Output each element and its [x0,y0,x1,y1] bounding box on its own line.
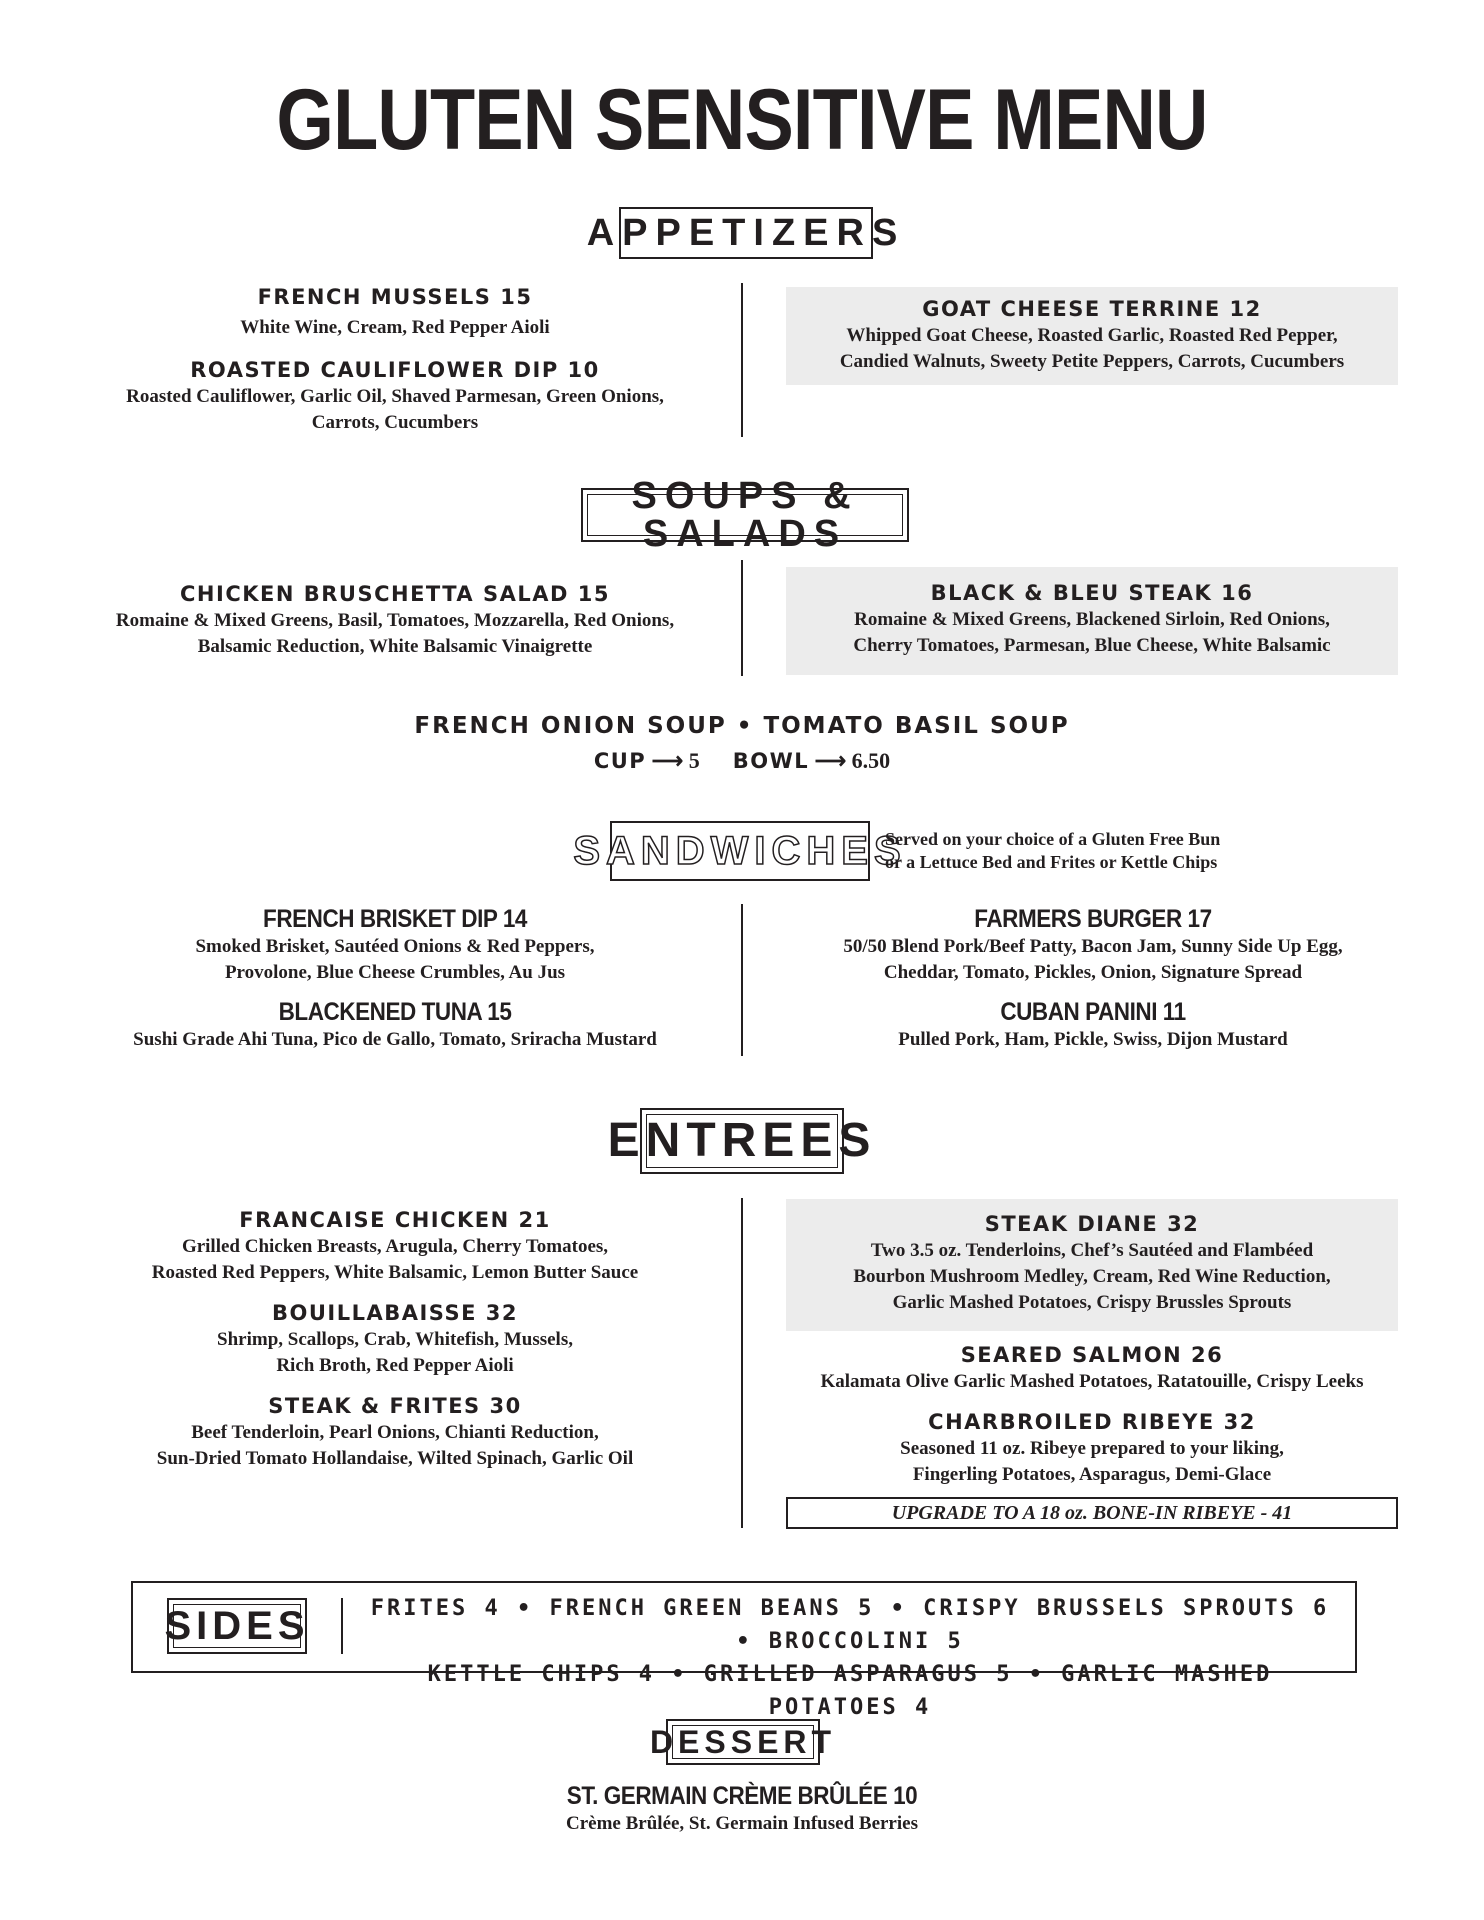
bowl-label: BOWL [732,749,810,773]
item-description: Rich Broth, Red Pepper Aioli [276,1355,514,1376]
item-black-bleu-steak [786,567,1398,675]
item-description: Provolone, Blue Cheese Crumbles, Au Jus [224,962,566,983]
item-name: SEARED SALMON 26 [960,1343,1224,1367]
item-description: Romaine & Mixed Greens, Blackened Sirloin, Red Onions, [854,609,1330,630]
item-name: FRENCH MUSSELS 15 [257,285,533,309]
section-soups-salads-label: SOUPS & SALADS [631,475,859,555]
item-description: Seasoned 11 oz. Ribeye prepared to your liking, [900,1438,1284,1459]
soup-prices [300,746,1184,776]
section-dessert-label: DESSERT [649,1724,837,1760]
section-appetizers [586,207,906,259]
sandwich-note-line: or a Lettuce Bed and Frites or Kettle Chips [885,852,1218,872]
item-chicken-bruschetta-salad [80,580,710,660]
item-name: CHARBROILED RIBEYE 32 [928,1410,1256,1434]
arrow-icon: ⟶ [651,748,684,773]
item-description: Candied Walnuts, Sweety Petite Peppers, Carrots, Cucumbers [839,351,1345,372]
item-cuban-panini [790,997,1396,1053]
section-dessert [649,1719,837,1765]
item-cauliflower-dip [100,356,690,436]
item-steak-diane [786,1199,1398,1331]
item-french-mussels [100,283,690,341]
cup-label: CUP [593,749,647,773]
item-name: CHICKEN BRUSCHETTA SALAD 15 [180,582,610,606]
sandwich-note [885,828,1265,874]
column-divider [741,1198,743,1528]
item-steak-frites [90,1392,700,1472]
sides-line: KETTLE CHIPS 4 • GRILLED ASPARAGUS 5 • GARLIC MASHED POTATOES 4 [427,1662,1273,1720]
item-description: Cherry Tomatoes, Parmesan, Blue Cheese, White Balsamic [853,635,1331,656]
item-description: Cheddar, Tomato, Pickles, Onion, Signature Spread [883,962,1303,983]
item-description: Grilled Chicken Breasts, Arugula, Cherry Tomatoes, [181,1236,609,1257]
item-description: Whipped Goat Cheese, Roasted Garlic, Roasted Red Pepper, [846,325,1338,346]
item-name: BLACK & BLEU STEAK 16 [930,581,1254,605]
item-francaise-chicken [90,1206,700,1286]
sides-list [355,1592,1345,1724]
item-description: Pulled Pork, Ham, Pickle, Swiss, Dijon Mustard [898,1029,1288,1050]
item-bouillabaisse [90,1299,700,1379]
item-name: ST. GERMAIN CRÈME BRÛLÉE 10 [566,1782,918,1810]
section-sides-label: SIDES [164,1604,310,1648]
item-seared-salmon [786,1341,1398,1395]
item-name: FRENCH BRISKET DIP 14 [263,905,527,933]
item-name: STEAK DIANE 32 [984,1212,1200,1236]
item-name: FRANCAISE CHICKEN 21 [239,1208,551,1232]
item-description: Garlic Mashed Potatoes, Crispy Brussles Sprouts [892,1292,1292,1313]
section-soups-salads [581,475,909,555]
item-name: STEAK & FRITES 30 [268,1394,522,1418]
item-blackened-tuna [90,997,700,1053]
item-name: BOUILLABAISSE 32 [272,1301,518,1325]
item-description: Shrimp, Scallops, Crab, Whitefish, Mussels, [217,1329,573,1350]
sides-divider [341,1598,343,1654]
item-description: Roasted Cauliflower, Garlic Oil, Shaved Parmesan, Green Onions, [126,386,664,407]
item-name: FARMERS BURGER 17 [974,905,1212,933]
item-description: Sushi Grade Ahi Tuna, Pico de Gallo, Tomato, Sriracha Mustard [133,1029,657,1050]
column-divider [741,283,743,437]
ribeye-upgrade-note: UPGRADE TO A 18 oz. BONE-IN RIBEYE - 41 [786,1497,1398,1529]
section-entrees [607,1108,877,1174]
item-soups [300,712,1184,776]
column-divider [741,904,743,1056]
sides-line: FRITES 4 • FRENCH GREEN BEANS 5 • CRISPY BRUSSELS SPROUTS 6 • BROCCOLINI 5 [370,1596,1330,1654]
item-description: White Wine, Cream, Red Pepper Aioli [240,317,550,338]
section-sides [164,1598,310,1654]
item-goat-cheese-terrine [786,287,1398,385]
item-description: Carrots, Cucumbers [311,412,479,433]
item-description: Fingerling Potatoes, Asparagus, Demi-Glace [912,1464,1272,1485]
item-name: BLACKENED TUNA 15 [278,998,512,1026]
item-name: ROASTED CAULIFLOWER DIP 10 [190,358,600,382]
item-description: Sun-Dried Tomato Hollandaise, Wilted Spinach, Garlic Oil [156,1448,634,1469]
item-name: CUBAN PANINI 11 [1000,998,1186,1026]
item-charbroiled-ribeye [786,1408,1398,1488]
item-creme-brulee [300,1781,1184,1837]
item-name: GOAT CHEESE TERRINE 12 [922,297,1262,321]
arrow-icon: ⟶ [814,748,847,773]
sandwich-note-line: Served on your choice of a Gluten Free Bun [885,829,1221,849]
item-description: Balsamic Reduction, White Balsamic Vinaigrette [197,636,593,657]
item-description: 50/50 Blend Pork/Beef Patty, Bacon Jam, Sunny Side Up Egg, [843,936,1343,957]
cup-price: 5 [688,748,700,773]
item-description: Roasted Red Peppers, White Balsamic, Lemon Butter Sauce [151,1262,639,1283]
item-description: Bourbon Mushroom Medley, Cream, Red Wine Reduction, [853,1266,1331,1287]
section-sandwiches [573,821,907,881]
item-description: Smoked Brisket, Sautéed Onions & Red Peppers, [195,936,595,957]
bowl-price: 6.50 [851,748,891,773]
column-divider [741,560,743,676]
section-sandwiches-label: SANDWICHES [573,829,907,873]
item-name: FRENCH ONION SOUP • TOMATO BASIL SOUP [414,713,1070,739]
item-description: Beef Tenderloin, Pearl Onions, Chianti Reduction, [191,1422,599,1443]
item-description: Two 3.5 oz. Tenderloins, Chef’s Sautéed and Flambéed [870,1240,1314,1261]
section-appetizers-label: APPETIZERS [586,212,906,254]
item-description: Romaine & Mixed Greens, Basil, Tomatoes, Mozzarella, Red Onions, [115,610,675,631]
page-title: GLUTEN SENSITIVE MENU [276,72,1208,168]
item-description: Kalamata Olive Garlic Mashed Potatoes, Ratatouille, Crispy Leeks [820,1371,1364,1392]
item-description: Crème Brûlée, St. Germain Infused Berries [566,1813,918,1834]
section-entrees-label: ENTREES [607,1114,877,1167]
item-french-brisket-dip [90,904,700,986]
item-farmers-burger [790,904,1396,986]
